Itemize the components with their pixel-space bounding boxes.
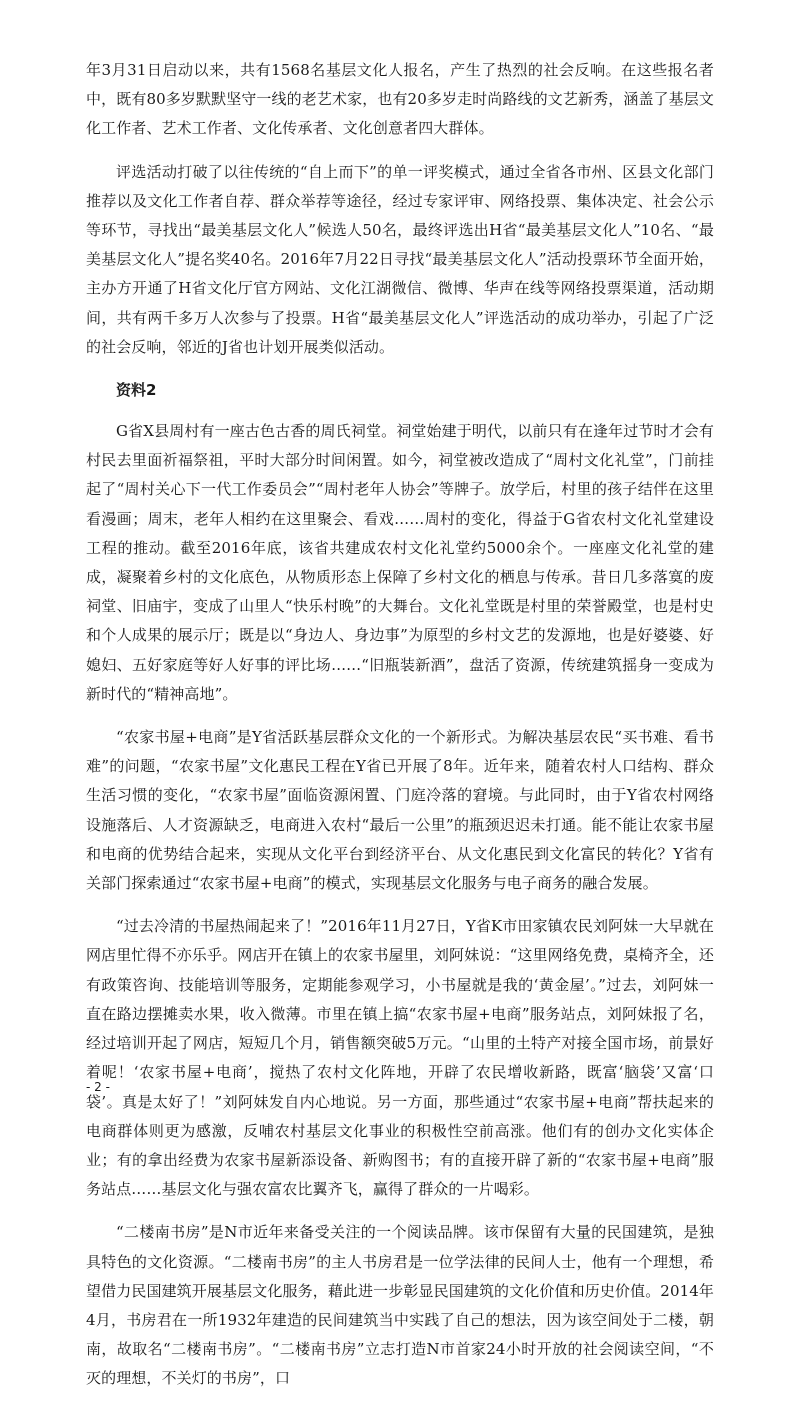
paragraph-culture-hall: G省X县周村有一座古色古香的周氏祠堂。祠堂始建于明代，以前只有在逢年过节时才会有村民去里面祈福祭祖，平时大部分时间闲置。如今，祠堂被改造成了“周村文化礼堂”，门前挂起了“周村关心下一代工作委员会”“周村老年人协会”等牌子。放学后，村里的孩子结伴在这里看漫画；周末，老年人相约在这里聚会、看戏……周村的变化，得益于G省农村文化礼堂建设工程的推动。截至2016年底，该省共建成农村文化礼堂约5000余个。一座座文化礼堂的建成，凝聚着乡村的文化底色，从物质形态上保障了乡村文化的栖息与传承。昔日几多落寞的废祠堂、旧庙宇，变成了山里人“快乐村晚”的大舞台。文化礼堂既是村里的荣誉殿堂，也是村史和个人成果的展示厅；既是以“身边人、身边事”为原型的乡村文艺的发源地，也是好婆婆、好媳妇、五好家庭等好人好事的评比场……“旧瓶装新酒”，盘活了资源，传统建筑摇身一变成为新时代的“精神高地”。 (86, 422, 714, 703)
document-page (86, 56, 714, 1408)
paragraph-continued: 年3月31日启动以来，共有1568名基层文化人报名，产生了热烈的社会反响。在这些报名者中，既有80多岁默默坚守一线的老艺术家，也有20多岁走时尚路线的文艺新秀，涵盖了基层文化工作者、艺术工作者、文化传承者、文化创意者四大群体。 (86, 61, 714, 138)
section-heading-material-2: 资料2 (116, 381, 157, 400)
paragraph-liu-amei: “过去冷清的书屋热闹起来了！”2016年11月27日，Y省K市田家镇农民刘阿妹一大早就在网店里忙得不亦乐乎。网店开在镇上的农家书屋里，刘阿妹说：“这里网络免费，桌椅齐全，还有政策咨询、技能培训等服务，定期能参观学习，小书屋就是我的‘黄金屋’。”过去，刘阿妹一直在路边摆摊卖水果，收入微薄。市里在镇上搞“农家书屋+电商”服务站点，刘阿妹报了名，经过培训开起了网店，短短几个月，销售额突破5万元。“山里的土特产对接全国市场，前景好着呢！‘农家书屋+电商’，搅热了农村文化阵地，开辟了农民增收新路，既富‘脑袋’又富‘口袋’。真是太好了！”刘阿妹发自内心地说。另一方面，那些通过“农家书屋+电商”帮扶起来的电商群体则更为感激，反哺农村基层文化事业的积极性空前高涨。他们有的创办文化实体企业；有的拿出经费为农家书屋新添设备、新购图书；有的直接开辟了新的“农家书屋+电商”服务站点……基层文化与强农富农比翼齐飞，赢得了群众的一片喝彩。 (86, 917, 714, 1199)
page-number: - 2 - (86, 1080, 110, 1094)
paragraph-second-floor-study: “二楼南书房”是N市近年来备受关注的一个阅读品牌。该市保留有大量的民国建筑，是独具特色的文化资源。“二楼南书房”的主人书房君是一位学法律的民间人士，他有一个理想，希望借力民国建筑开展基层文化服务，藉此进一步彰显民国建筑的文化价值和历史价值。2014年4月，书房君在一所1932年建造的民间建筑当中实践了自己的想法，因为该空间处于二楼，朝南，故取名“二楼南书房”。“二楼南书房”立志打造N市首家24小时开放的社会阅读空间，“不灭的理想，不关灯的书房”，口 (86, 1223, 714, 1388)
paragraph-selection-activity: 评选活动打破了以往传统的“自上而下”的单一评奖模式，通过全省各市州、区县文化部门推荐以及文化工作者自荐、群众举荐等途径，经过专家评审、网络投票、集体决定、社会公示等环节，寻找出“最美基层文化人”候选人50名，最终评选出H省“最美基层文化人”10名、“最美基层文化人”提名奖40名。2016年7月22日寻找“最美基层文化人”活动投票环节全面开始，主办方开通了H省文化厅官方网站、文化江湖微信、微博、华声在线等网络投票渠道，活动期间，共有两千多万人次参与了投票。H省“最美基层文化人”评选活动的成功举办，引起了广泛的社会反响，邻近的J省也计划开展类似活动。 (86, 162, 714, 356)
paragraph-bookhouse-ecommerce: “农家书屋+电商”是Y省活跃基层群众文化的一个新形式。为解决基层农民“买书难、看书难”的问题，“农家书屋”文化惠民工程在Y省已开展了8年。近年来，随着农村人口结构、群众生活习惯的变化，“农家书屋”面临资源闲置、门庭冷落的窘境。与此同时，由于Y省农村网络设施落后、人才资源缺乏，电商进入农村“最后一公里”的瓶颈迟迟未打通。能不能让农家书屋和电商的优势结合起来，实现从文化平台到经济平台、从文化惠民到文化富民的转化？Y省有关部门探索通过“农家书屋+电商”的模式，实现基层文化服务与电子商务的融合发展。 (86, 728, 714, 893)
